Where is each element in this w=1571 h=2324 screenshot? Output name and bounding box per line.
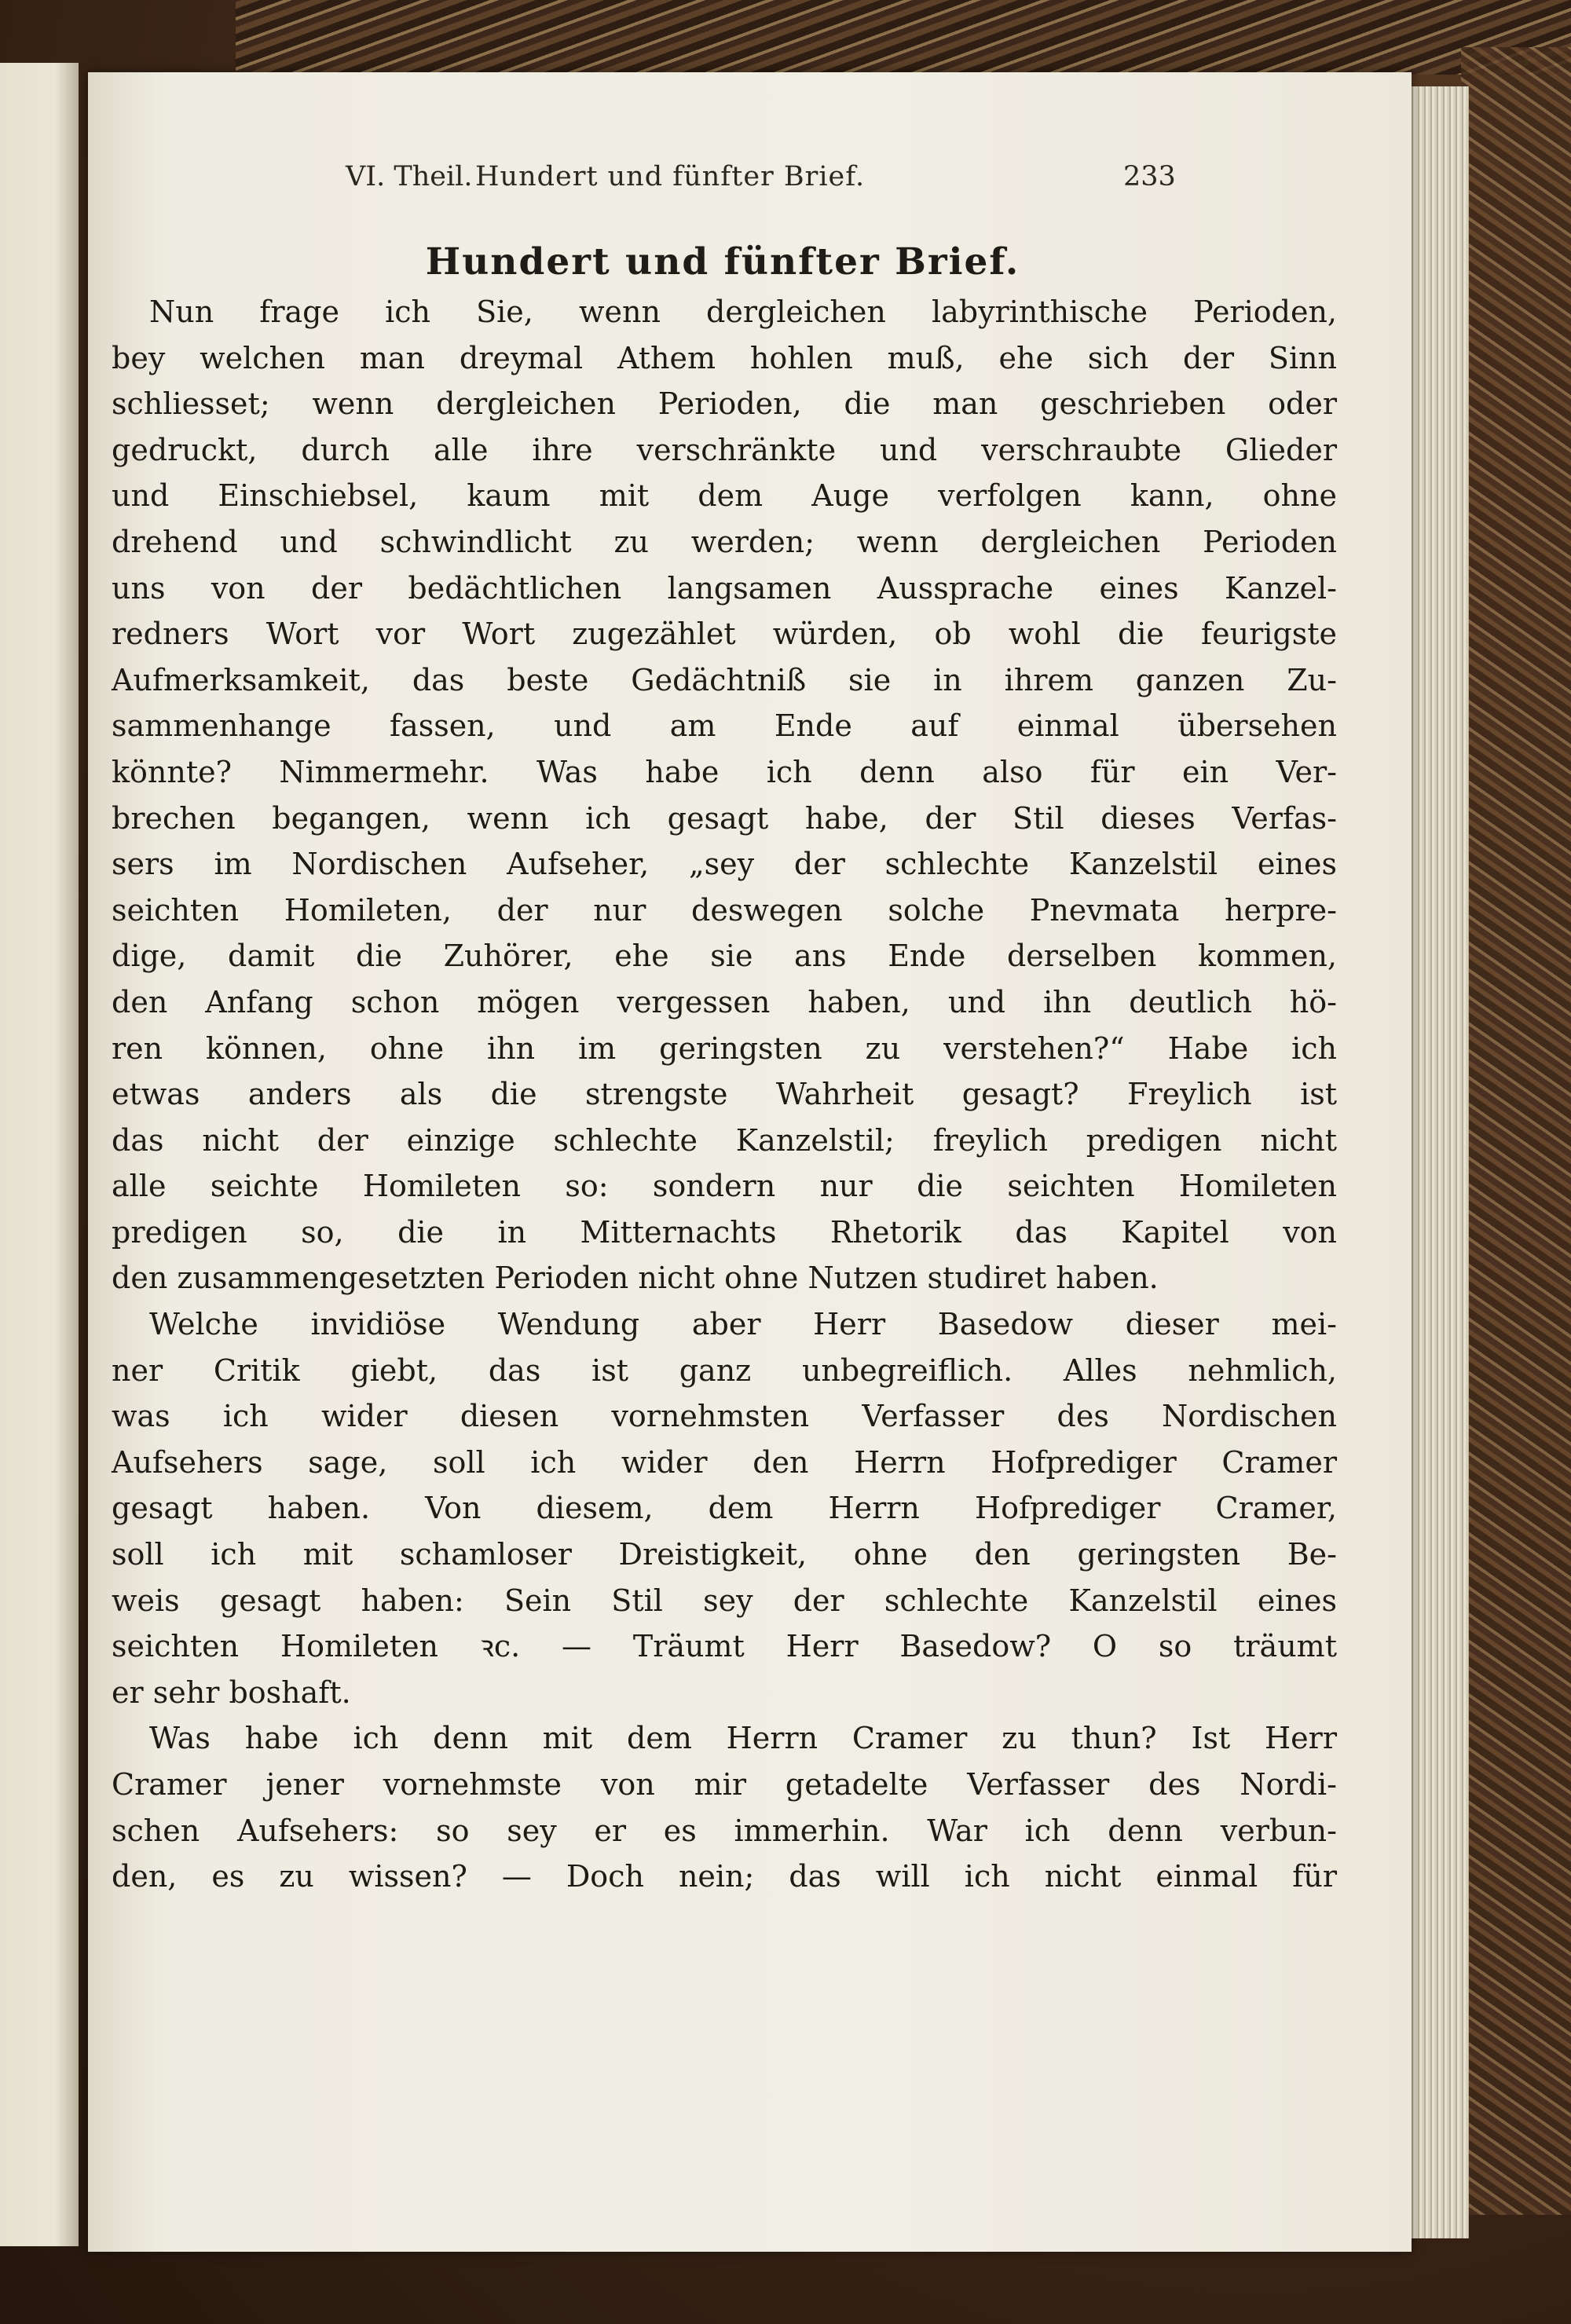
text-line: brechen begangen, wenn ich gesagt habe, der Stil dieses Verfas- (112, 800, 1337, 836)
marbled-cover-edge (1461, 47, 1571, 2215)
running-header (346, 161, 1210, 208)
text-line: weis gesagt haben: Sein Stil sey der schlechte Kanzelstil eines (112, 1583, 1337, 1618)
text-line: ner Critik giebt, das ist ganz unbegreiflich. Alles nehmlich, (112, 1352, 1337, 1388)
text-line: ren können, ohne ihn im geringsten zu verstehen?“ Habe ich (112, 1030, 1337, 1066)
header-part-label: VI. Theil. (346, 161, 473, 192)
text-line: Cramer jener vornehmste von mir getadelte Verfasser des Nordi- (112, 1767, 1337, 1802)
text-line: könnte? Nimmermehr. Was habe ich denn also für ein Ver- (112, 754, 1337, 789)
text-line: uns von der bedächtlichen langsamen Aussprache eines Kanzel- (112, 570, 1337, 606)
page-number: 233 (1123, 161, 1176, 192)
text-line: bey welchen man dreymal Athem hohlen muß, ehe sich der Sinn (112, 340, 1337, 375)
text-line: schen Aufsehers: so sey er es immerhin. War ich denn verbun- (112, 1813, 1337, 1848)
facing-page-edge (0, 63, 79, 2246)
text-line: das nicht der einzige schlechte Kanzelstil; freylich predigen nicht (112, 1122, 1337, 1158)
text-line: den zusammengesetzten Perioden nicht ohne Nutzen studiret haben. (112, 1261, 1159, 1296)
text-line: Nun frage ich Sie, wenn dergleichen labyrinthische Perioden, (149, 295, 1337, 329)
text-line: Was habe ich denn mit dem Herrn Cramer zu thun? Ist Herr (149, 1721, 1337, 1756)
text-line: gesagt haben. Von diesem, dem Herrn Hofprediger Cramer, (112, 1491, 1337, 1526)
text-line: predigen so, die in Mitternachts Rhetorik das Kapitel von (112, 1214, 1337, 1250)
marbled-cover-top (236, 0, 1571, 75)
text-line: dige, damit die Zuhörer, ehe sie ans Ende derselben kommen, (112, 939, 1337, 974)
text-line: redners Wort vor Wort zugezählet würden, ob wohl die feurigste (112, 617, 1337, 652)
text-line: den, es zu wissen? — Doch nein; das will ich nicht einmal für (112, 1859, 1337, 1894)
text-line: alle seichte Homileten so: sondern nur die seichten Homileten (112, 1169, 1337, 1204)
body-text (112, 289, 1337, 1900)
text-line: gedruckt, durch alle ihre verschränkte und verschraubte Glieder (112, 432, 1337, 467)
header-running-title: Hundert und fünfter Brief. (475, 161, 866, 192)
text-line: seichten Homileten, der nur deswegen solche Pnevmata herpre- (112, 892, 1337, 928)
text-line: den Anfang schon mögen vergessen haben, und ihn deutlich hö- (112, 984, 1337, 1019)
text-line: was ich wider diesen vornehmsten Verfasser des Nordischen (112, 1399, 1337, 1434)
text-line: sammenhange fassen, und am Ende auf einmal übersehen (112, 708, 1337, 744)
text-line: sers im Nordischen Aufseher, „sey der schlechte Kanzelstil eines (112, 847, 1337, 882)
letter-heading: Hundert und fünfter Brief. (425, 240, 1020, 284)
text-line: drehend und schwindlicht zu werden; wenn dergleichen Perioden (112, 524, 1337, 559)
text-line: Aufsehers sage, soll ich wider den Herrn Hofprediger Cramer (112, 1444, 1337, 1480)
text-line: soll ich mit schamloser Dreistigkeit, ohne den geringsten Be- (112, 1537, 1337, 1572)
text-line: etwas anders als die strengste Wahrheit gesagt? Freylich ist (112, 1077, 1337, 1112)
text-line: Aufmerksamkeit, das beste Gedächtniß sie in ihrem ganzen Zu- (112, 662, 1337, 697)
text-line: schliesset; wenn dergleichen Perioden, die man geschrieben oder (112, 386, 1337, 422)
text-line: er sehr boshaft. (112, 1674, 351, 1710)
text-line: und Einschiebsel, kaum mit dem Auge verfolgen kann, ohne (112, 478, 1337, 514)
text-line: seichten Homileten ꝛc. — Träumt Herr Basedow? O so träumt (112, 1629, 1337, 1664)
text-line: Welche invidiöse Wendung aber Herr Basedow dieser mei- (149, 1307, 1337, 1342)
